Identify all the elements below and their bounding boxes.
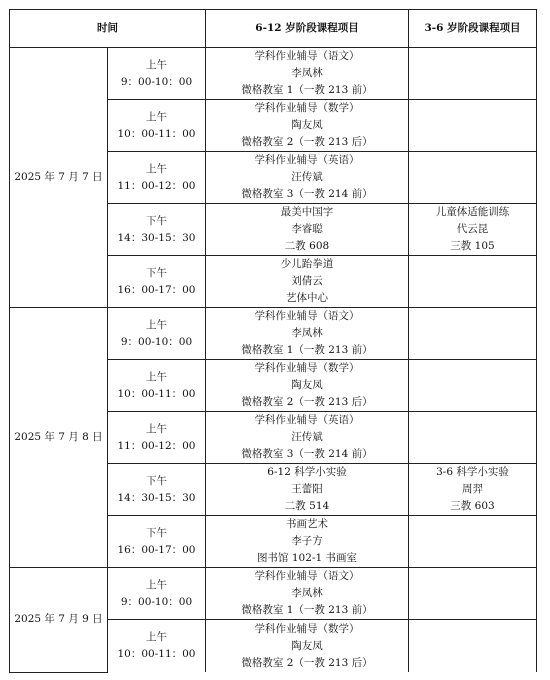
course-6-12-cell: [206, 412, 409, 464]
period-label: 上午: [146, 110, 167, 123]
time-range-label: 16：00-17：00: [117, 283, 196, 296]
course-name: 6-12 科学小实验: [267, 466, 347, 478]
period-label: 上午: [146, 318, 167, 331]
course-name: 学科作业辅导（英语）: [254, 154, 360, 166]
time-slot-cell: [108, 620, 206, 673]
schedule-row: [10, 48, 537, 100]
time-range-label: 9：00-10：00: [120, 595, 193, 608]
classroom-location: 微格教室 3（一教 214 前）: [241, 188, 373, 200]
course-name: 学科作业辅导（数学）: [254, 102, 360, 114]
teacher-name: 李凤林: [291, 587, 323, 599]
course-name: 学科作业辅导（数学）: [254, 362, 360, 374]
time-range-label: 16：00-17：00: [117, 543, 196, 556]
period-label: 上午: [146, 58, 167, 71]
time-slot-cell: [108, 152, 206, 204]
header-row: [10, 10, 537, 48]
course-6-12-cell: [206, 308, 409, 360]
teacher-name: 代云昆: [456, 223, 489, 235]
course-3-6-cell: [409, 204, 537, 256]
teacher-name: 陶友凤: [291, 119, 323, 131]
teacher-name: 王蕾阳: [291, 483, 323, 495]
period-label: 上午: [146, 162, 167, 175]
teacher-name: 汪传斌: [291, 171, 323, 183]
period-label: 上午: [146, 422, 167, 435]
course-3-6-cell: [409, 360, 537, 412]
period-label: 上午: [146, 578, 167, 591]
course-name: 最美中国字: [280, 206, 334, 218]
schedule-row: [10, 308, 537, 360]
schedule-row: [10, 568, 537, 620]
teacher-name: 陶友凤: [291, 639, 323, 652]
time-range-label: 10：00-11：00: [117, 127, 196, 140]
time-range-label: 9：00-10：00: [120, 335, 193, 348]
classroom-location: 艺体中心: [286, 292, 328, 304]
course-6-12-cell: [206, 204, 409, 256]
classroom-location: 二教 514: [284, 500, 330, 512]
period-label: 下午: [146, 526, 167, 539]
course-name: 学科作业辅导（英语）: [254, 414, 360, 426]
period-label: 下午: [146, 474, 167, 487]
course-3-6-cell: [409, 48, 537, 100]
classroom-location: 三教 603: [450, 500, 495, 512]
course-6-12-cell: [206, 464, 409, 516]
time-range-label: 11：00-12：00: [117, 179, 196, 192]
teacher-name: 陶友凤: [291, 379, 323, 391]
course-6-12-cell: [206, 568, 409, 620]
time-range-label: 10：00-11：00: [117, 387, 196, 400]
time-slot-cell: [108, 256, 206, 308]
course-3-6-cell: [409, 100, 537, 152]
course-6-12-cell: [206, 360, 409, 412]
time-slot-cell: [108, 360, 206, 412]
time-range-label: 11：00-12：00: [117, 439, 196, 452]
time-slot-cell: [108, 308, 206, 360]
date-cell: 2025 年 7 月 7 日: [10, 48, 108, 308]
header-time: 时间: [10, 10, 206, 48]
time-slot-cell: [108, 568, 206, 620]
header-6-12-courses: 6-12 岁阶段课程项目: [206, 10, 409, 48]
classroom-location: 微格教室 3（一教 214 前）: [241, 448, 373, 460]
time-range-label: 14：30-15：30: [117, 231, 196, 244]
course-6-12-cell: [206, 620, 409, 673]
course-3-6-cell: [409, 152, 537, 204]
course-name: 儿童体适能训练: [435, 206, 510, 218]
course-name: 学科作业辅导（语文）: [254, 570, 360, 582]
time-slot-cell: [108, 464, 206, 516]
course-3-6-cell: [409, 412, 537, 464]
classroom-location: 微格教室 2（一教 213 后）: [241, 396, 373, 408]
course-3-6-cell: [409, 620, 537, 673]
teacher-name: 周羿: [462, 483, 483, 495]
date-cell: 2025 年 7 月 9 日: [10, 568, 108, 673]
time-range-label: 10：00-11：00: [117, 648, 196, 660]
course-6-12-cell: [206, 48, 409, 100]
course-6-12-cell: [206, 516, 409, 568]
classroom-location: 微格教室 1（一教 213 前）: [241, 604, 373, 616]
course-3-6-cell: [409, 568, 537, 620]
schedule-table: [9, 9, 537, 673]
classroom-location: 三教 105: [450, 240, 495, 252]
teacher-name: 汪传斌: [291, 431, 323, 443]
time-slot-cell: [108, 412, 206, 464]
schedule-body: [10, 48, 537, 673]
course-name: 学科作业辅导（语文）: [254, 50, 360, 62]
course-name: 书画艺术: [286, 518, 328, 530]
period-label: 下午: [146, 266, 167, 279]
course-name: 少儿跆拳道: [280, 258, 334, 270]
course-3-6-cell: [409, 308, 537, 360]
classroom-location: 二教 608: [284, 240, 330, 252]
header-3-6-courses: 3-6 岁阶段课程项目: [409, 10, 537, 48]
classroom-location: 微格教室 1（一教 213 前）: [241, 84, 373, 96]
time-range-label: 14：30-15：30: [117, 491, 196, 504]
classroom-location: 微格教室 1（一教 213 前）: [241, 344, 373, 356]
course-name: 3-6 科学小实验: [436, 466, 509, 478]
time-range-label: 9：00-10：00: [120, 75, 193, 88]
classroom-location: 图书馆 102-1 书画室: [257, 552, 357, 564]
teacher-name: 李子方: [291, 535, 323, 547]
time-slot-cell: [108, 204, 206, 256]
period-label: 下午: [146, 214, 167, 227]
course-3-6-cell: [409, 256, 537, 308]
course-name: 学科作业辅导（语文）: [254, 310, 360, 322]
period-label: 上午: [146, 370, 167, 383]
teacher-name: 刘倩云: [291, 275, 323, 287]
course-6-12-cell: [206, 256, 409, 308]
teacher-name: 李睿聪: [291, 223, 323, 235]
date-cell: 2025 年 7 月 8 日: [10, 308, 108, 568]
course-3-6-cell: [409, 464, 537, 516]
teacher-name: 李凤林: [291, 327, 323, 339]
time-slot-cell: [108, 100, 206, 152]
time-slot-cell: [108, 516, 206, 568]
course-6-12-cell: [206, 152, 409, 204]
course-3-6-cell: [409, 516, 537, 568]
course-name: 学科作业辅导（数学）: [254, 622, 360, 635]
classroom-location: 微格教室 2（一教 213 后）: [241, 136, 373, 148]
teacher-name: 李凤林: [291, 67, 323, 79]
period-label: 上午: [146, 631, 167, 643]
classroom-location: 微格教室 2（一教 213 后）: [241, 656, 373, 669]
course-6-12-cell: [206, 100, 409, 152]
time-slot-cell: [108, 48, 206, 100]
